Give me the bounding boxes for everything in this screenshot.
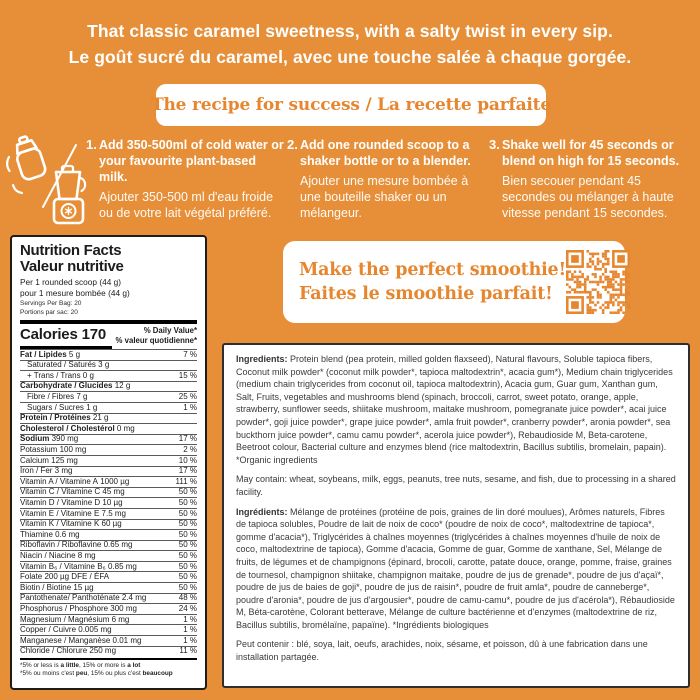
nutrient-row: + Trans / Trans 0 g 15 % xyxy=(20,370,197,381)
nutrient-table xyxy=(20,349,197,656)
nutrient-row: Iron / Fer 3 mg 17 % xyxy=(20,466,197,476)
recipe-banner xyxy=(151,84,551,126)
daily-value-footnote: *5% or less is a little, 15% or more is a lot *5% ou moins c'est peu, 15% ou plus c'est beaucoup xyxy=(20,658,197,678)
nutrient-row: Vitamin E / Vitamine E 7.5 mg 50 % xyxy=(20,508,197,518)
step-2 xyxy=(287,137,485,221)
tagline-english: That classic caramel sweetness, with a salty twist in every sip. xyxy=(87,21,613,41)
nutrient-row: Thiamine 0.6 mg 50 % xyxy=(20,529,197,539)
may-contain-en: May contain: wheat, soybeans, milk, eggs, peanuts, tree nuts, sesame, and fish, due to processing in a shared facility. xyxy=(236,474,676,497)
nutrient-row: Magnesium / Magnésium 6 mg 1 % xyxy=(20,614,197,624)
nutrient-row: Protein / Protéines 21 g xyxy=(20,413,197,424)
nutrient-row: Vitamin D / Vitamine D 10 µg 50 % xyxy=(20,498,197,507)
nutrient-row: Riboflavin / Riboflavine 0.65 mg 50 % xyxy=(20,540,197,550)
step-1 xyxy=(86,137,286,221)
nutrient-row: Vitamin K / Vitamine K 60 µg 50 % xyxy=(20,519,197,529)
smoothie-line-fr: Faites le smoothie parfait! xyxy=(299,284,553,304)
nutrient-row: Sodium 390 mg 17 % xyxy=(20,434,197,444)
step-1-text-en: Add 350-500ml of cold water or your favourite plant-based milk. xyxy=(99,138,284,184)
nutrient-row: Vitamin B₆ / Vitamine B₆ 0.85 mg 50 % xyxy=(20,561,197,571)
step-3-number: 3. xyxy=(489,137,500,152)
nutrient-row: Pantothenate/ Panthoténate 2.4 mg 48 % xyxy=(20,593,197,603)
nutrient-row: Manganese / Manganèse 0.01 mg 1 % xyxy=(20,635,197,645)
step-2-text-fr: Ajouter une mesure bombée à une bouteille shaker ou un mélangeur. xyxy=(300,174,469,220)
daily-value-header: % Daily Value* % valeur quotidienne* xyxy=(115,326,197,345)
nutrient-row: Carbohydrate / Glucides 12 g xyxy=(20,381,197,392)
ingredients-label-en: Ingredients: xyxy=(236,354,288,364)
nutrition-facts-panel xyxy=(10,235,207,690)
divider xyxy=(20,320,197,324)
nutrition-title-en: Nutrition Facts xyxy=(20,242,122,259)
blender-icon xyxy=(54,166,85,223)
nutrient-row: Cholesterol / Cholestérol 0 mg xyxy=(20,423,197,434)
calories-value: Calories 170 xyxy=(20,326,107,343)
nutrient-row: Phosphorus / Phosphore 300 mg 24 % xyxy=(20,603,197,613)
smoothie-banner xyxy=(283,241,625,323)
ingredients-paragraph-en: Ingredients: Protein blend (pea protein, milled golden flaxseed), Natural flavours, Soluble tapioca fibers, Coconut milk powder* (coconut milk powder*, tapioca maltodextrin*, acacia gum*), Medium chain triglycerides (medium chain triglycerides from coconut oil, tapioca maltodextrin), Acacia gum, Guar gum, Xanthan gum, Salt, Fruits, vegetables and mushrooms blend (spinach, broccoli, carrot, sweet potato, orange, apple, strawberry, sunflower seeds, shiitake mushroom, maitake mushroom, pomegranate juice powder*, acai juice powder*, goji juice powder*, grape juice powder*, amla fruit powder*, cranberry powder*, aronia powder*, sea buckthorn juice powder*, camu camu powder*, acerola juice powder*), Rebaudioside M, Beta-carotene, Beetroot colour, Bacterial culture and enzymes blend (rice maltodextrin, Bacillus subtilis, bromelain, papain). *Organic ingredients xyxy=(236,354,673,465)
step-1-number: 1. xyxy=(86,137,97,152)
step-1-text-fr: Ajouter 350-500 ml d'eau froide ou de votre lait végétal préféré. xyxy=(99,190,274,220)
qr-code xyxy=(566,250,630,314)
motion-line-icon xyxy=(13,185,22,193)
smoothie-line-en: Make the perfect smoothie! xyxy=(299,260,566,280)
nutrient-row: Chloride / Chlorure 250 mg 11 % xyxy=(20,646,197,656)
step-2-text-en: Add one rounded scoop to a shaker bottle or to a blender. xyxy=(300,138,471,168)
step-3 xyxy=(489,137,693,221)
serving-size-en: Per 1 rounded scoop (44 g) xyxy=(20,277,122,287)
nutrient-row: Biotin / Biotine 15 µg 50 % xyxy=(20,582,197,592)
step-3-text-fr: Bien secouer pendant 45 secondes ou mélanger à haute vitesse pendant 15 secondes. xyxy=(502,174,674,220)
step-3-text-en: Shake well for 45 seconds or blend on high for 15 seconds. xyxy=(502,138,680,168)
nutrient-row: Calcium 125 mg 10 % xyxy=(20,455,197,465)
serving-size-fr: pour 1 mesure bombée (44 g) xyxy=(20,287,130,298)
nutrient-row: Potassium 100 mg 2 % xyxy=(20,445,197,455)
ingredients-panel xyxy=(222,343,690,688)
ingredients-paragraph-fr: Ingrédients: Mélange de protéines (protéine de pois, graines de lin doré moulues), Arômes naturels, Fibres de tapioca solubles, Poudre de lait de noix de coco* (poudre de noix de coco*, maltodextrine de tapioca*, gomme d'acacia*), Triglycérides à chaînes moyennes (triglycérides à chaînes moyennes d'huile de noix de coco, maltodextrine de tapioca), Gomme d'acacia, Gomme de guar, Gomme de xanthane, Sel, Mélange de fruits, de légumes et de champignons (épinard, brocoli, carotte, patate douce, orange, pomme, fraise, graines de tournesol, champignon shiitake, champignon maitake, poudre de jus de grenade*, poudre de jus d'açaï*, poudre de jus de baies de goji*, poudre de jus de raisin*, poudre de fruit amla*, poudre de canneberge*, poudre d'aronia*, poudre de jus d'argousier*, poudre de camu-camu*, poudre de jus d'acérola*), Rébaudioside M, Béta-carotène, Colorant betterave, Mélange de culture bactérienne et d'enzymes (maltodextrine de riz, Bacillus subtilis, bromélaïne, papaïne). *Ingrédients biologiques xyxy=(236,506,675,630)
nutrient-row: Sugars / Sucres 1 g 1 % xyxy=(20,402,197,413)
nutrient-row: Fat / Lipides 5 g 7 % xyxy=(20,349,197,359)
servings-per-bag-en: Servings Per Bag: 20 xyxy=(20,300,82,307)
nutrient-row: Folate 200 µg DFE / ÉFA 50 % xyxy=(20,572,197,582)
nutrition-title-fr: Valeur nutritive xyxy=(20,257,124,275)
nutrient-row: Vitamin C / Vitamine C 45 mg 50 % xyxy=(20,487,197,497)
step-2-number: 2. xyxy=(287,137,298,152)
servings-per-bag-fr: Portions par sac: 20 xyxy=(20,309,78,316)
nutrient-row: Saturated / Saturés 3 g xyxy=(20,360,197,371)
nutrient-row: Vitamin A / Vitamine A 1000 µg 111 % xyxy=(20,476,197,486)
nutrient-row: Copper / Cuivre 0.005 mg 1 % xyxy=(20,625,197,635)
nutrient-row: Fibre / Fibres 7 g 25 % xyxy=(20,391,197,402)
nutrient-row: Niacin / Niacine 8 mg 50 % xyxy=(20,550,197,560)
tagline-french: Le goût sucré du caramel, avec une touche salée à chaque gorgée. xyxy=(68,47,632,67)
recipe-banner-label: The recipe for success / La recette parfaite xyxy=(151,95,551,115)
ingredients-label-fr: Ingrédients: xyxy=(236,506,288,517)
may-contain-fr: Peut contenir : blé, soya, lait, oeufs, arachides, noix, sésame, et poisson, dû à une fabrication dans une installation partagée. xyxy=(236,639,648,663)
shaker-bottle-icon xyxy=(11,134,47,181)
motion-line-icon xyxy=(7,157,9,171)
